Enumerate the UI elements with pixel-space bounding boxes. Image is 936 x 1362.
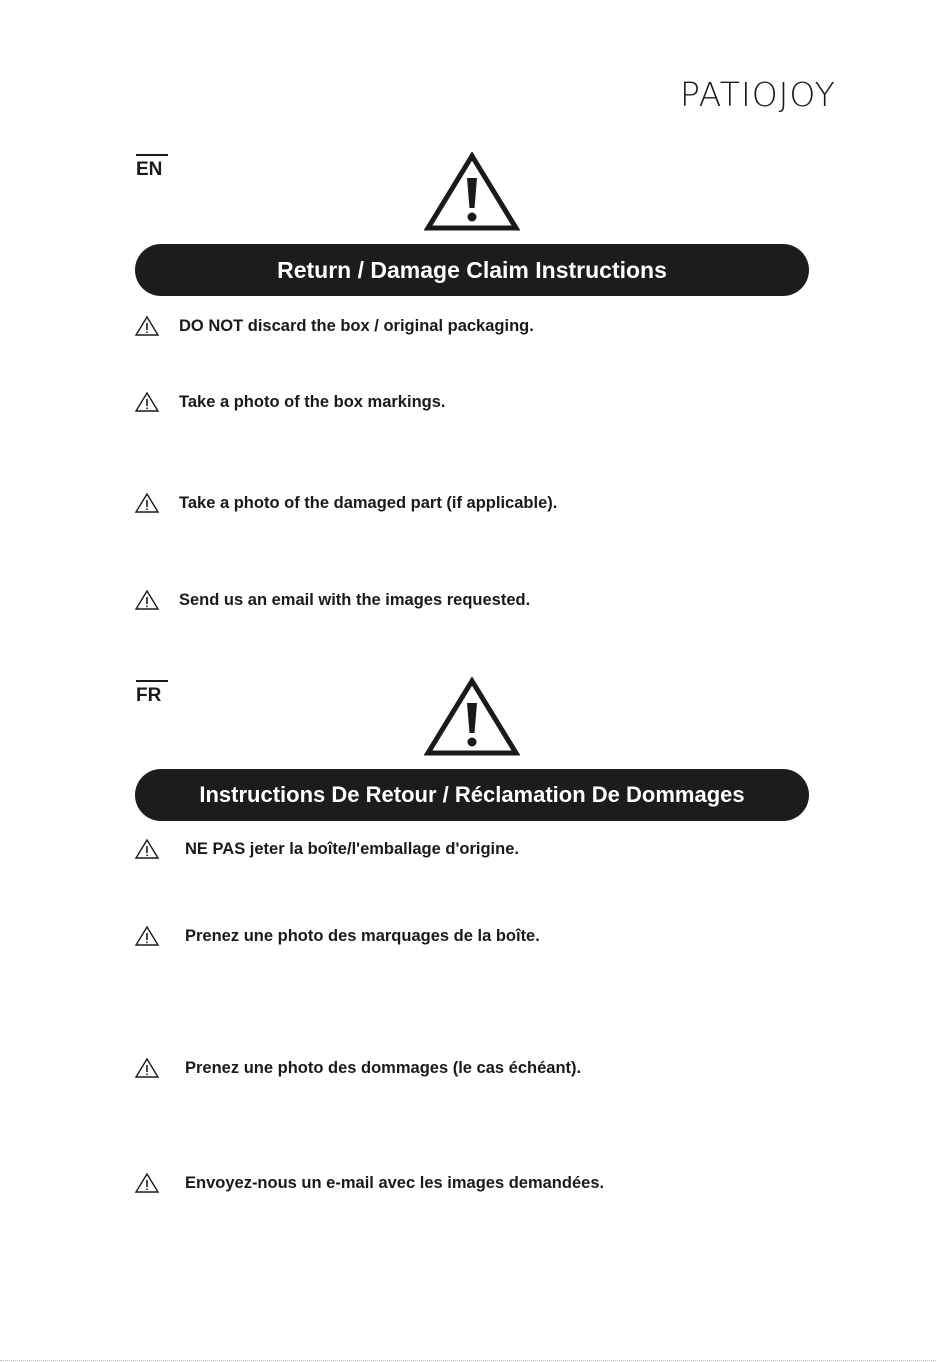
instruction-text: Prenez une photo des marquages de la boîte. xyxy=(185,927,540,945)
page-bottom-divider xyxy=(0,1360,936,1361)
warning-outline-icon xyxy=(134,391,160,413)
warning-triangle-icon xyxy=(424,677,520,757)
warning-triangle-icon xyxy=(424,152,520,232)
banner-title-fr: Instructions De Retour / Réclamation De Dommages xyxy=(135,769,809,821)
instruction-text: Take a photo of the damaged part (if applicable). xyxy=(179,494,558,512)
warning-outline-icon xyxy=(134,925,160,947)
instruction-text: Send us an email with the images requested. xyxy=(179,591,531,609)
warning-outline-icon xyxy=(134,492,160,514)
language-code-fr: FR xyxy=(136,680,168,706)
brand-logo: PATIOJOY xyxy=(680,75,836,114)
warning-outline-icon xyxy=(134,589,160,611)
instruction-text: Take a photo of the box markings. xyxy=(179,393,446,411)
warning-outline-icon xyxy=(134,315,160,337)
language-code-en: EN xyxy=(136,154,168,180)
banner-title-en: Return / Damage Claim Instructions xyxy=(135,244,809,296)
instruction-text: NE PAS jeter la boîte/l'emballage d'origine. xyxy=(185,840,519,858)
warning-outline-icon xyxy=(134,1172,160,1194)
instruction-text: Envoyez-nous un e-mail avec les images demandées. xyxy=(185,1174,605,1192)
warning-outline-icon xyxy=(134,838,160,860)
warning-outline-icon xyxy=(134,1057,160,1079)
instruction-text: DO NOT discard the box / original packaging. xyxy=(179,317,534,335)
instruction-text: Prenez une photo des dommages (le cas échéant). xyxy=(185,1059,582,1077)
